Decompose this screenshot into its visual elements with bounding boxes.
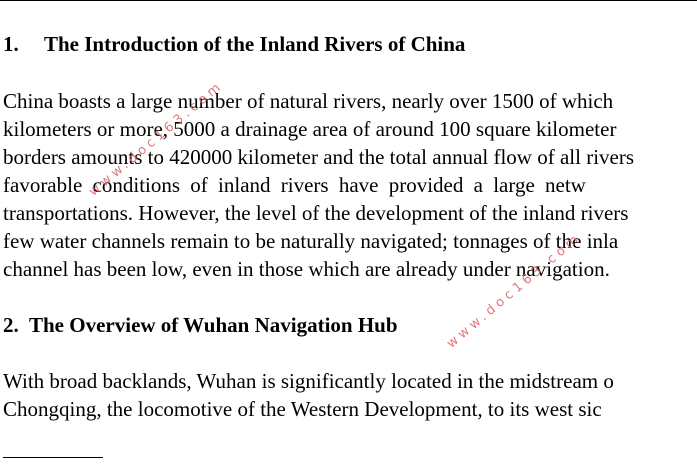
watermark: www.doc163.com [444, 230, 585, 352]
top-rule [0, 0, 697, 1]
section-1-line: few water channels remain to be naturally navigated; tonnages of the inla [3, 229, 619, 253]
section-2-line: With broad backlands, Wuhan is significantly located in the midstream o [3, 369, 614, 393]
section-1-line: borders amounts to 420000 kilometer and the total annual flow of all rivers [3, 145, 635, 169]
section-2-heading [3, 313, 398, 337]
section-1-line: channel has been low, even in those which are already under navigation. [3, 257, 610, 281]
section-1-heading [3, 32, 465, 56]
section-2-line: Chongqing, the locomotive of the Western Development, to its west sic [3, 397, 602, 421]
section-2-number: 2. [3, 313, 19, 337]
section-1-line: favorable conditions of inland rivers have provided a large netw [3, 173, 586, 197]
section-1-line: kilometers or more, 5000 a drainage area of around 100 square kilometer [3, 117, 617, 141]
watermark: www.doc163.com [86, 78, 227, 200]
section-1-title: The Introduction of the Inland Rivers of China [44, 32, 466, 56]
footnote-rule [3, 457, 103, 458]
section-1-number: 1. [3, 32, 19, 56]
section-1-line: China boasts a large number of natural rivers, nearly over 1500 of which [3, 89, 614, 113]
section-2-title: The Overview of Wuhan Navigation Hub [29, 313, 398, 337]
section-1-line: transportations. However, the level of the development of the inland rivers [3, 201, 629, 225]
